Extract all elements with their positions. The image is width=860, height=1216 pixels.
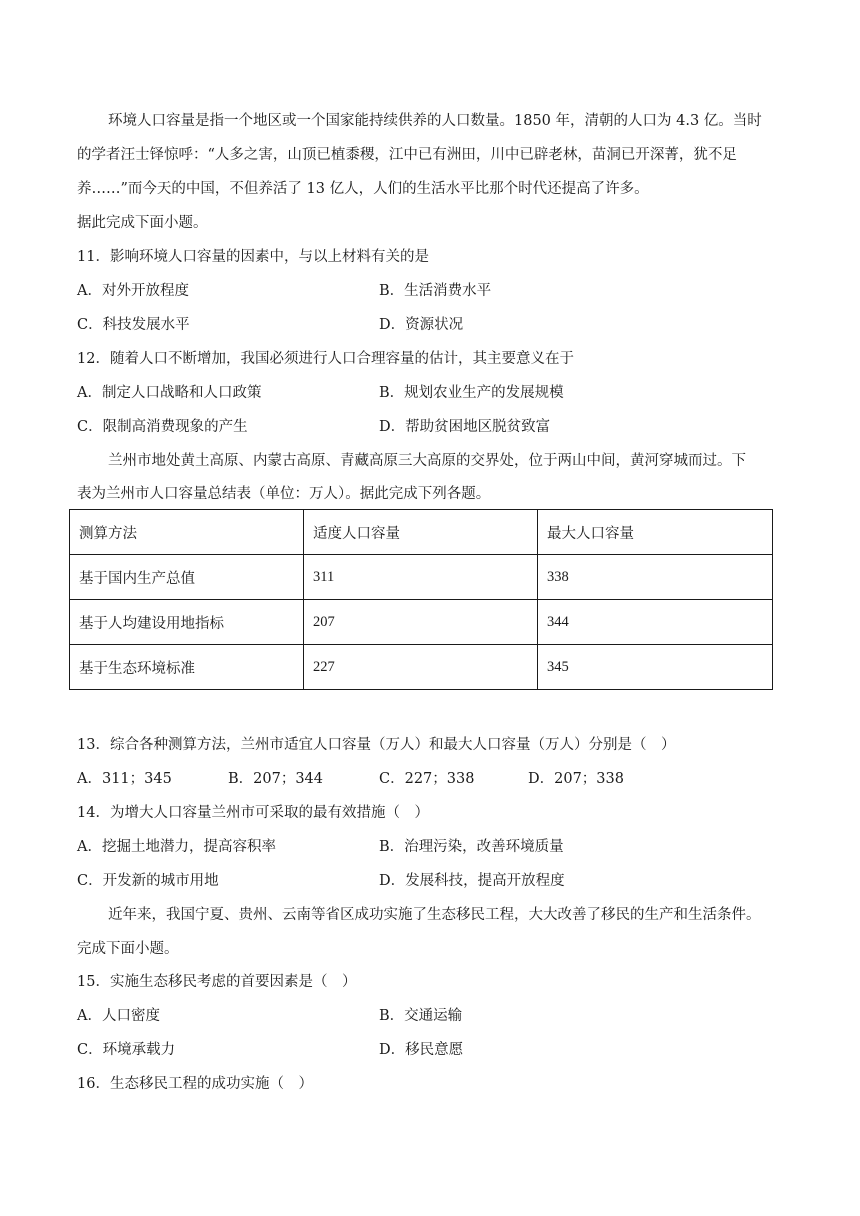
table-row [70,645,773,690]
question-15-stem: 15．实施生态移民考虑的首要因素是（ ） [77,974,357,990]
passage3-line1: 近年来，我国宁夏、贵州、云南等省区成功实施了生态移民工程，大大改善了移民的生产和生活条件。 [108,907,761,923]
question-14-stem: 14．为增大人口容量兰州市可采取的最有效措施（ ） [77,805,429,821]
passage1-instruction: 据此完成下面小题。 [77,215,208,231]
question-11-option-c[interactable]: C．科技发展水平 [77,317,190,333]
question-13-option-d[interactable]: D．207；338 [528,771,624,787]
table-header-cell: 适度人口容量 [304,510,538,555]
passage1-line3: 养……”而今天的中国，不但养活了 13 亿人，人们的生活水平比那个时代还提高了许多。 [77,181,649,197]
question-14-option-d[interactable]: D．发展科技，提高开放程度 [379,873,565,889]
table-cell-maximum: 344 [538,600,773,645]
table-header-row [70,510,773,555]
question-12-option-a[interactable]: A．制定人口战略和人口政策 [77,385,262,401]
question-16-stem: 16．生态移民工程的成功实施（ ） [77,1076,313,1092]
table-cell-moderate: 207 [304,600,538,645]
table-cell-maximum: 345 [538,645,773,690]
passage1-line2: 的学者汪士铎惊呼：“人多之害，山顶已植黍稷，江中已有洲田，川中已辟老林，苗洞已开深菁，犹不足 [77,147,737,163]
question-11-option-b[interactable]: B．生活消费水平 [379,283,492,299]
question-15-option-b[interactable]: B．交通运输 [379,1008,463,1024]
table-cell-moderate: 227 [304,645,538,690]
passage1-line1: 环境人口容量是指一个地区或一个国家能持续供养的人口数量。1850 年，清朝的人口为 4.3 亿。当时 [108,113,762,129]
question-12-option-b[interactable]: B．规划农业生产的发展规模 [379,385,564,401]
table-cell-maximum: 338 [538,555,773,600]
question-12-option-d[interactable]: D．帮助贫困地区脱贫致富 [379,419,551,435]
question-12-stem: 12．随着人口不断增加，我国必须进行人口合理容量的估计，其主要意义在于 [77,351,574,367]
question-14-option-c[interactable]: C．开发新的城市用地 [77,873,219,889]
passage2-line1: 兰州市地处黄土高原、内蒙古高原、青藏高原三大高原的交界处，位于两山中间，黄河穿城而过。下 [108,453,746,469]
question-15-option-a[interactable]: A．人口密度 [77,1008,160,1024]
question-12-option-c[interactable]: C．限制高消费现象的产生 [77,419,248,435]
table-header-cell: 测算方法 [70,510,304,555]
question-13-stem: 13．综合各种测算方法，兰州市适宜人口容量（万人）和最大人口容量（万人）分别是（ ） [77,737,676,753]
question-11-option-a[interactable]: A．对外开放程度 [77,283,189,299]
table-row [70,600,773,645]
table-header-cell: 最大人口容量 [538,510,773,555]
table-cell-moderate: 311 [304,555,538,600]
table-cell-method: 基于国内生产总值 [70,555,304,600]
question-14-option-a[interactable]: A．挖掘土地潜力，提高容积率 [77,839,276,855]
passage3-line2: 完成下面小题。 [77,941,179,957]
question-15-option-d[interactable]: D．移民意愿 [379,1042,464,1058]
population-capacity-table [69,509,773,690]
question-13-option-c[interactable]: C．227；338 [379,771,475,787]
question-11-stem: 11．影响环境人口容量的因素中，与以上材料有关的是 [77,249,429,265]
table-cell-method: 基于人均建设用地指标 [70,600,304,645]
question-13-option-b[interactable]: B．207；344 [228,771,324,787]
table-cell-method: 基于生态环境标准 [70,645,304,690]
question-14-option-b[interactable]: B．治理污染，改善环境质量 [379,839,564,855]
question-15-option-c[interactable]: C．环境承载力 [77,1042,176,1058]
passage2-line2: 表为兰州市人口容量总结表（单位：万人）。据此完成下列各题。 [77,486,491,502]
table-row [70,555,773,600]
question-11-option-d[interactable]: D．资源状况 [379,317,464,333]
question-13-option-a[interactable]: A．311；345 [77,771,172,787]
